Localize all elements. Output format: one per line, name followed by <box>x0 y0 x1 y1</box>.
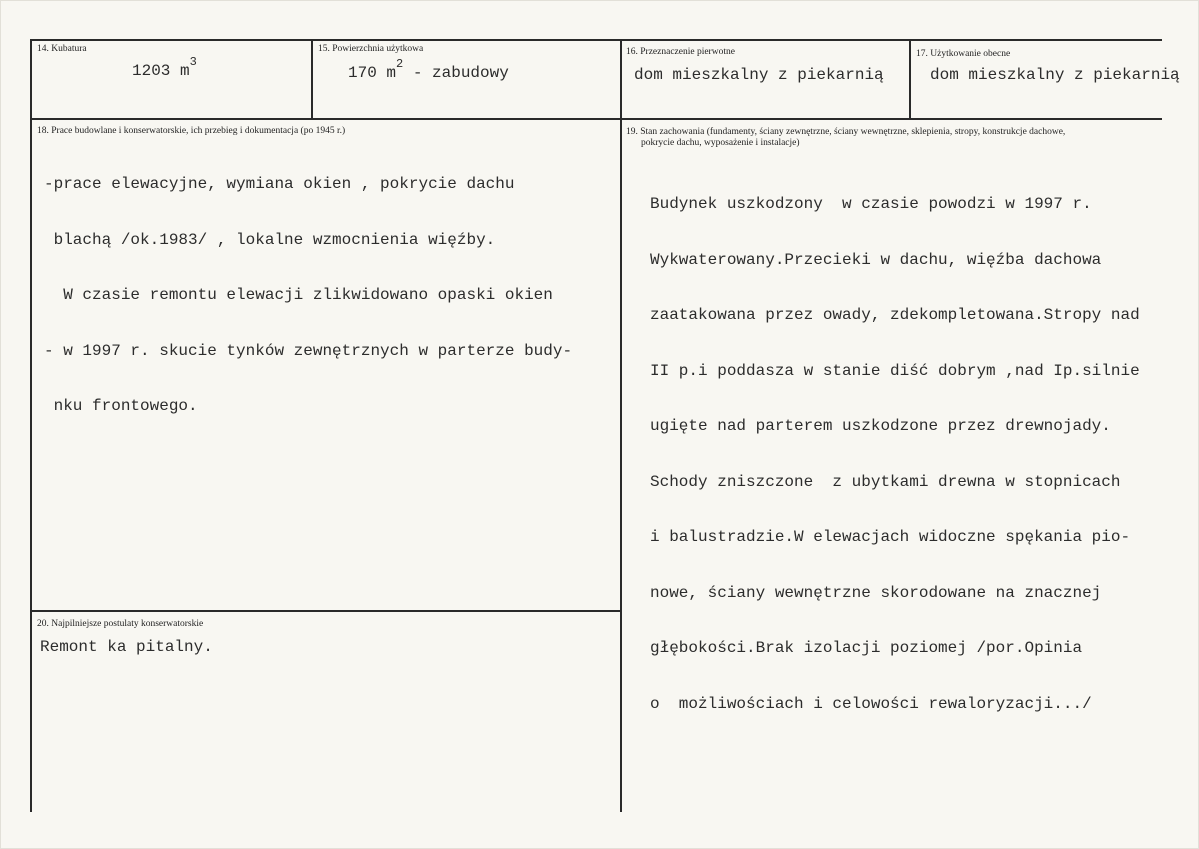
field-15-suffix: - zabudowy <box>403 64 509 82</box>
field-19-label-line2: pokrycie dachu, wyposażenie i instalacje) <box>641 138 800 148</box>
field-17-label: 17. Użytkowanie obecne <box>916 49 1011 59</box>
text-line: i balustradzie.W elewacjach widoczne spękania pio- <box>650 528 1131 546</box>
top-rule <box>30 39 1162 41</box>
row1-bottom-rule <box>30 118 1162 120</box>
text-line: Budynek uszkodzony w czasie powodzi w 1997 r. <box>650 195 1092 213</box>
text-line: ugięte nad parterem uszkodzone przez drewnojady. <box>650 417 1111 435</box>
text-line: blachą /ok.1983/ , lokalne wzmocnienia więźby. <box>44 230 496 249</box>
text-line: zaatakowana przez owady, zdekompletowana.Stropy nad <box>650 306 1140 324</box>
text-line: głębokości.Brak izolacji poziomej /por.Opinia <box>650 639 1083 657</box>
field-15-number: 170 m <box>348 64 397 82</box>
text-line: - w 1997 r. skucie tynków zewnętrznych w parterze budy- <box>44 341 573 360</box>
text-line: II p.i poddasza w stanie diść dobrym ,nad Ip.silnie <box>650 361 1140 380</box>
field-18-label: 18. Prace budowlane i konserwatorskie, ich przebieg i dokumentacja (po 1945 r.) <box>37 126 346 136</box>
field-19-text <box>650 158 1140 750</box>
field-19-label-line1: 19. Stan zachowania (fundamenty, ściany zewnętrzne, ściany wewnętrzne, sklepienia, stropy, konstrukcje dachowe, <box>626 127 1066 137</box>
text-line: -prace elewacyjne, wymiana okien , pokrycie dachu <box>44 175 515 193</box>
field-17-value: dom mieszkalny z piekarnią <box>930 66 1180 84</box>
field-16-label: 16. Przeznaczenie pierwotne <box>626 47 735 57</box>
text-line: Wykwaterowany.Przecieki w dachu, więźba dachowa <box>650 250 1102 269</box>
field-16-value: dom mieszkalny z piekarnią <box>634 66 884 84</box>
text-line: nowe, ściany wewnętrzne skorodowane na znacznej <box>650 583 1102 602</box>
field-14-value <box>132 55 197 82</box>
field-20-label: 20. Najpilniejsze postulaty konserwatorskie <box>37 619 204 629</box>
text-line: W czasie remontu elewacji zlikwidowano opaski okien <box>44 286 553 304</box>
col-divider-middle <box>620 39 622 812</box>
text-line: Schody zniszczone z ubytkami drewna w stopnicach <box>650 472 1121 491</box>
field-20-value: Remont ka pitalny. <box>40 638 213 656</box>
col-divider-14-15 <box>311 39 313 120</box>
field-15-superscript: 2 <box>396 57 404 71</box>
section-20-top-rule <box>30 610 621 612</box>
field-18-text <box>44 138 572 453</box>
text-line: o możliwościach i celowości rewaloryzacji.../ <box>650 694 1092 713</box>
field-14-superscript: 3 <box>189 55 197 69</box>
field-15-label: 15. Powierzchnia użytkowa <box>318 44 424 54</box>
field-14-label: 14. Kubatura <box>37 44 87 54</box>
text-line: nku frontowego. <box>44 397 198 415</box>
field-14-number: 1203 m <box>132 62 190 80</box>
col-divider-16-17 <box>909 39 911 120</box>
left-border <box>30 39 32 812</box>
field-15-value <box>348 57 509 84</box>
